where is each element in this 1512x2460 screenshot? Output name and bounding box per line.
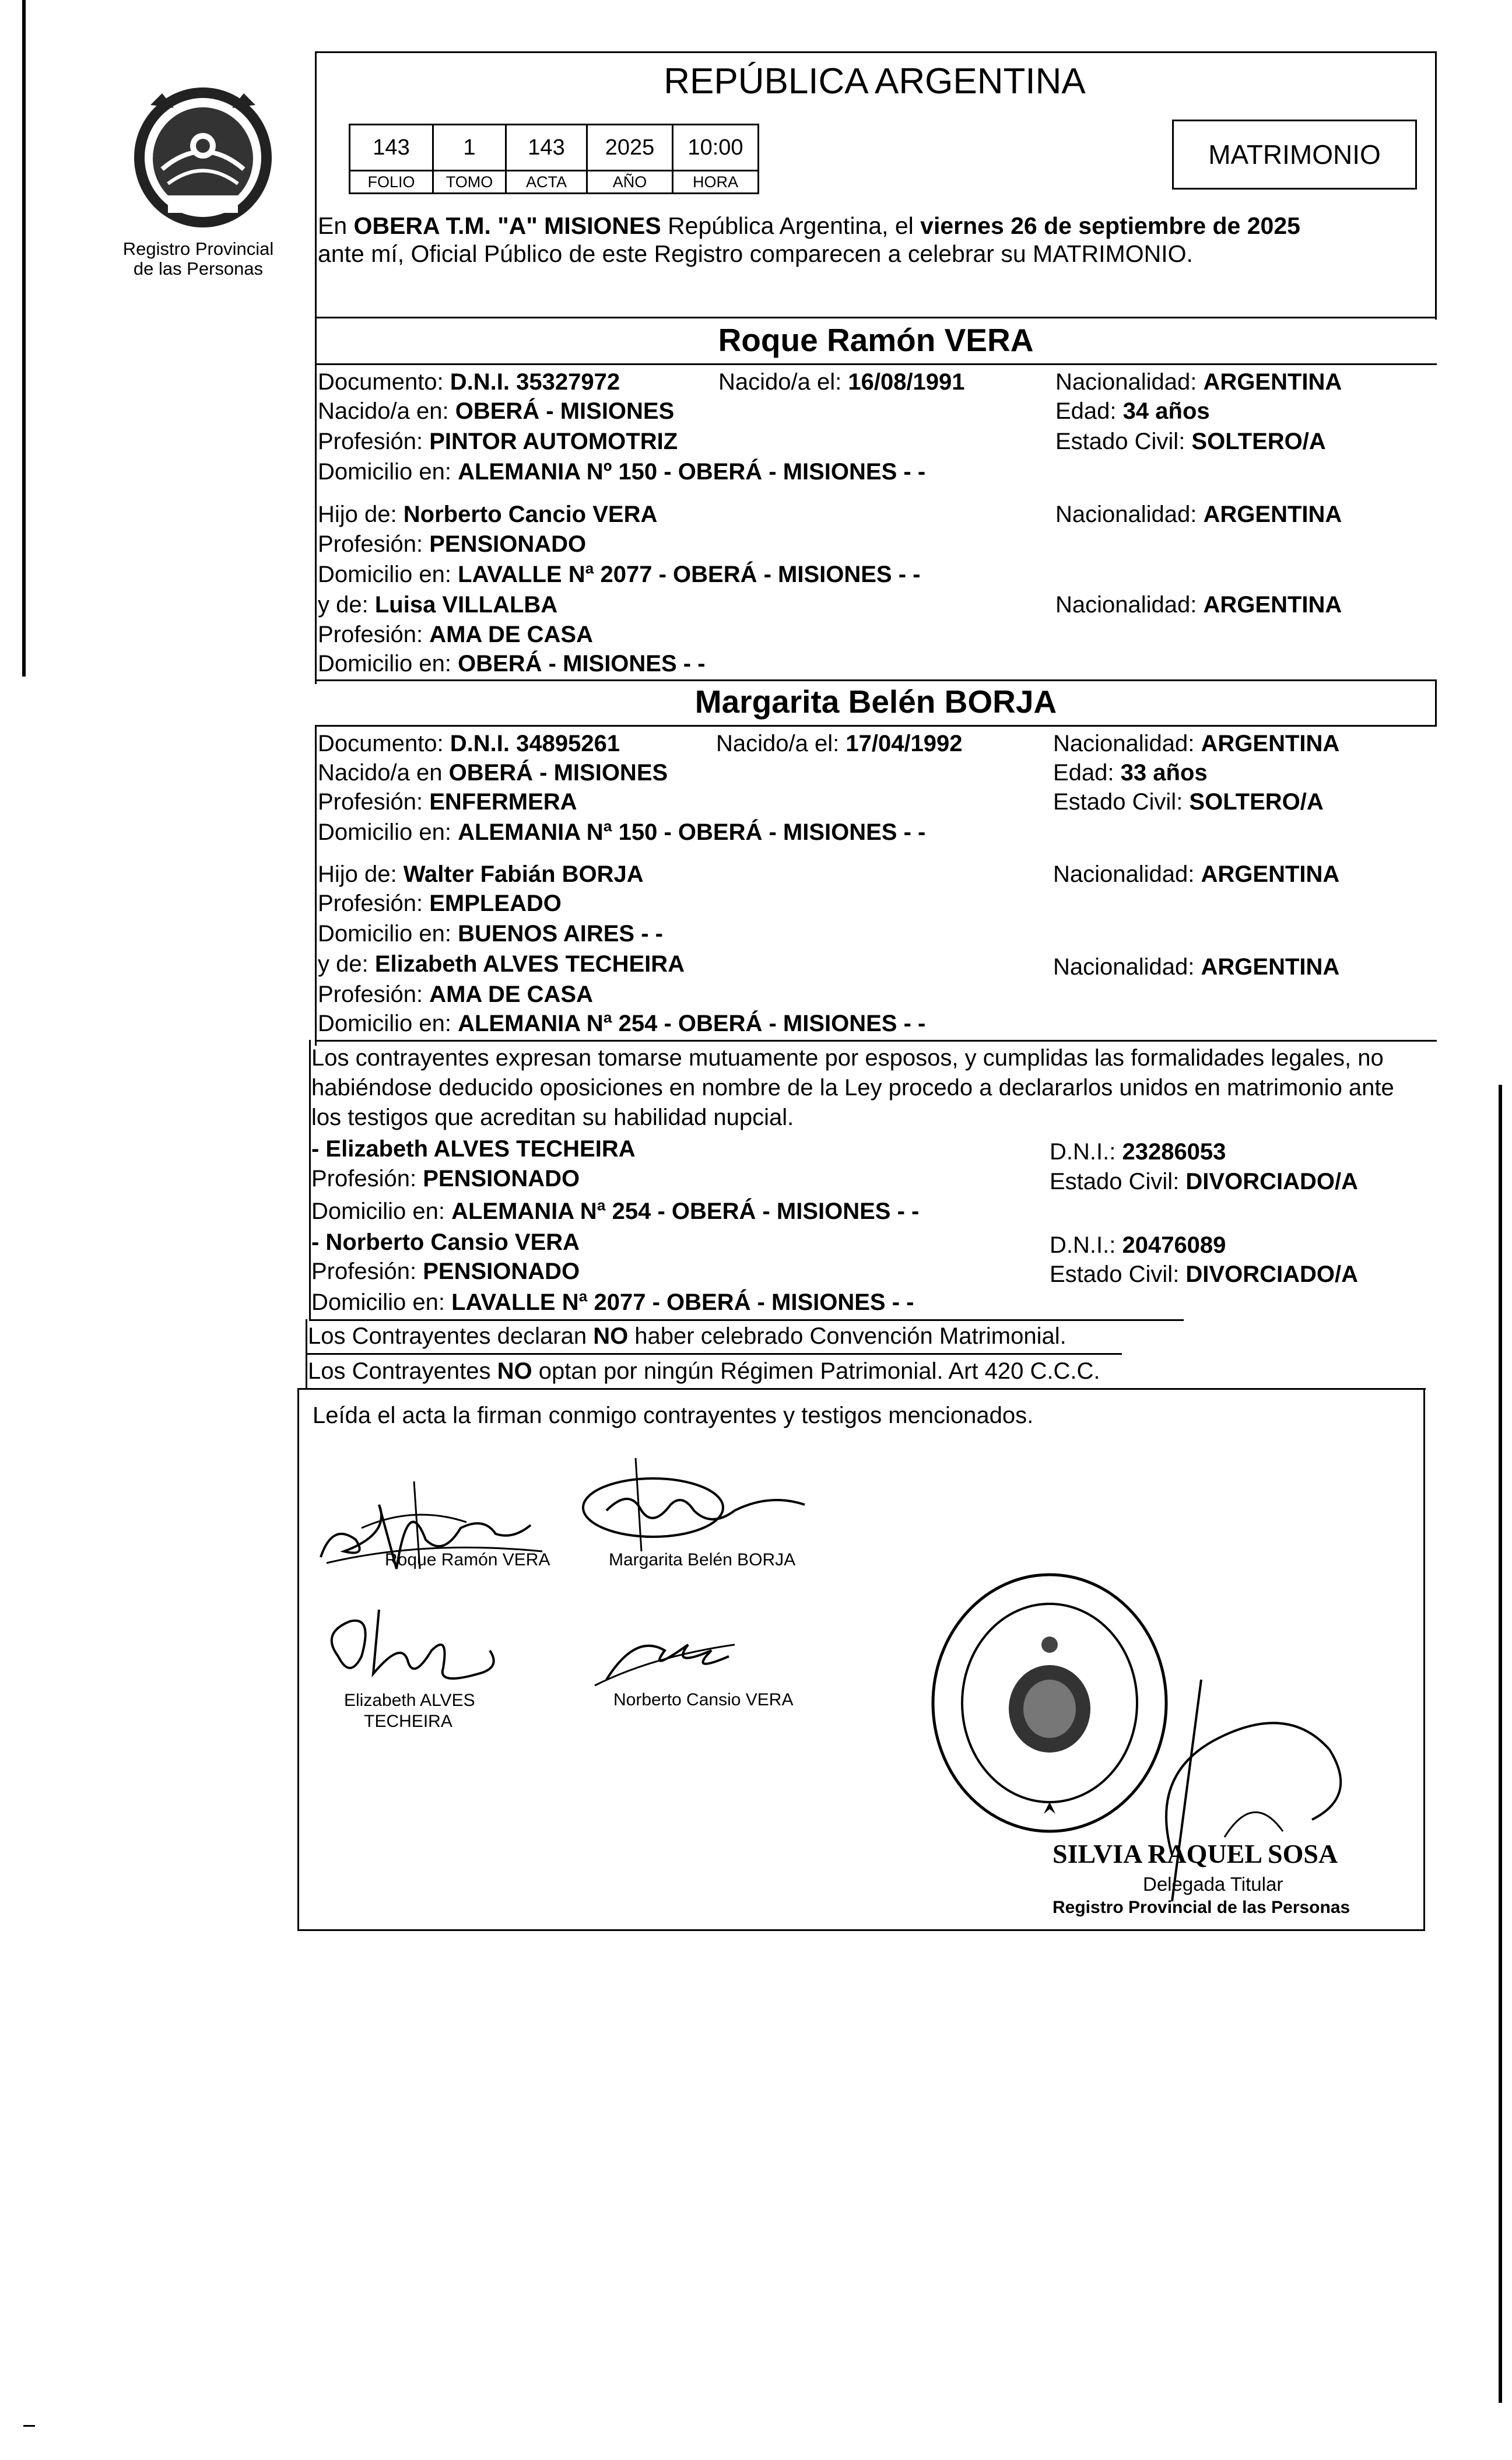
witness2-prof-value: PENSIONADO — [423, 1259, 580, 1284]
spouse1-addr-value: ALEMANIA Nº 150 - OBERÁ - MISIONES - - — [458, 459, 926, 485]
spouse2-birthplace-label: Nacido/a en — [318, 760, 449, 786]
spouse1-doc — [318, 367, 620, 397]
witness1-civil-label: Estado Civil: — [1050, 1169, 1186, 1194]
official-org: Registro Provincial de las Personas — [1053, 1898, 1350, 1917]
spouse1-birthplace — [318, 397, 674, 426]
spouse1-father-prof — [318, 530, 586, 559]
spouse2-nat-label: Nacionalidad: — [1053, 731, 1201, 756]
spouse1-name: Roque Ramón VERA — [718, 322, 1034, 358]
spouse1-father-nat-value: ARGENTINA — [1203, 502, 1342, 527]
spouse2-prof — [318, 787, 577, 817]
spouse2-name: Margarita Belén BORJA — [694, 684, 1057, 720]
convention-line1 — [308, 1322, 1067, 1351]
spouse2-mother-nat — [1053, 952, 1339, 982]
signature-1-name: Roque Ramón VERA — [385, 1550, 550, 1569]
witness2-prof-label: Profesión: — [311, 1259, 423, 1284]
spouse1-addr — [318, 457, 925, 486]
spouse2-born — [716, 729, 963, 758]
convention-line2 — [308, 1357, 1100, 1386]
official-signature-scribble-icon — [1137, 1645, 1359, 1913]
spouse2-age-value: 33 años — [1120, 760, 1208, 786]
spouse1-born — [718, 367, 965, 397]
spouse2-born-value: 17/04/1992 — [846, 731, 963, 756]
spouse2-civil-label: Estado Civil: — [1053, 789, 1190, 815]
section-divider-4 — [309, 1319, 1184, 1321]
spouse2-father-label: Hijo de: — [318, 861, 404, 887]
witness1-dni-value: 23286053 — [1122, 1139, 1226, 1165]
spouse2-father-prof — [318, 889, 562, 918]
signature-3-name-line2: TECHEIRA — [364, 1712, 452, 1731]
spouse2-father-value: Walter Fabián BORJA — [403, 861, 644, 887]
spouse1-nat-value: ARGENTINA — [1203, 369, 1342, 395]
spouse2-civil-value: SOLTERO/A — [1189, 789, 1324, 815]
official-name: SILVIA RAQUEL SOSA — [1053, 1839, 1338, 1869]
witness2-name: - Norberto Cansio VERA — [311, 1229, 580, 1255]
witness1-prof — [311, 1164, 580, 1193]
spouse1-prof — [318, 427, 678, 456]
spouse2-mother-nat-value: ARGENTINA — [1201, 954, 1340, 980]
spouse2-addr-value: ALEMANIA Nª 150 - OBERÁ - MISIONES - - — [458, 819, 926, 845]
spouse1-father-label: Hijo de: — [318, 502, 404, 527]
frame-top — [315, 51, 1437, 53]
official-stamp-icon — [927, 1569, 1172, 1837]
witness2-addr-label: Domicilio en: — [311, 1289, 452, 1315]
witness1-prof-label: Profesión: — [311, 1166, 423, 1192]
logo-caption — [93, 239, 303, 279]
frame-left-top — [315, 51, 317, 320]
spouse2-father — [318, 860, 644, 889]
witness1-dni — [1050, 1137, 1226, 1166]
spouse1-father-nat-label: Nacionalidad: — [1055, 502, 1204, 527]
witness2-civil-label: Estado Civil: — [1050, 1261, 1186, 1287]
spouse2-mother-value: Elizabeth ALVES TECHEIRA — [374, 951, 685, 977]
convention1-text-a: Los Contrayentes declaran — [308, 1323, 594, 1349]
spouse2-birthplace — [318, 758, 668, 787]
witness1-prof-value: PENSIONADO — [423, 1166, 580, 1192]
spouse2-underline — [315, 725, 1437, 727]
spouse1-age — [1055, 397, 1210, 426]
witness1-dni-label: D.N.I.: — [1050, 1139, 1122, 1165]
convention2-no: NO — [497, 1358, 532, 1384]
witness1-civil — [1050, 1167, 1358, 1196]
signature-2-scribble-icon — [571, 1452, 816, 1557]
spouse1-father-addr — [318, 560, 920, 589]
intro-text-b: República Argentina, el — [661, 212, 921, 239]
spouse1-civil-label: Estado Civil: — [1055, 429, 1192, 454]
witness1-name: - Elizabeth ALVES TECHEIRA — [311, 1136, 636, 1162]
spouse1-age-label: Edad: — [1055, 398, 1123, 424]
intro-text-a: En — [318, 212, 354, 239]
witness2-addr-value: LAVALLE Nª 2077 - OBERÁ - MISIONES - - — [451, 1289, 914, 1315]
spouse2-mother — [318, 949, 685, 979]
spouse1-born-value: 16/08/1991 — [848, 369, 965, 395]
spouse1-mother-nat-value: ARGENTINA — [1203, 592, 1342, 618]
record-year-label: AÑO — [586, 170, 673, 194]
record-tomo: 1 — [432, 124, 507, 171]
spouse2-mother-nat-label: Nacionalidad: — [1053, 954, 1201, 980]
country-title: REPÚBLICA ARGENTINA — [664, 61, 1086, 101]
spouse1-doc-value: D.N.I. 35327972 — [450, 369, 620, 395]
section-divider-1 — [315, 317, 1437, 318]
spouse1-mother-prof — [318, 620, 593, 649]
spouse1-birthplace-value: OBERÁ - MISIONES — [455, 398, 675, 424]
signature-3-scribble-icon — [315, 1586, 513, 1691]
spouse1-mother — [318, 590, 557, 619]
spouse1-nat — [1055, 367, 1342, 397]
spouse2-father-addr-value: BUENOS AIRES - - — [458, 921, 663, 947]
convention2-text-b: optan por ningún Régimen Patrimonial. Art 420 C.C.C. — [532, 1358, 1100, 1384]
spouse2-father-addr-label: Domicilio en: — [318, 921, 458, 947]
spouse1-mother-addr-label: Domicilio en: — [318, 651, 458, 677]
spouse2-birthplace-value: OBERÁ - MISIONES — [448, 760, 668, 786]
logo-caption-line1: Registro Provincial — [122, 239, 274, 259]
spouse2-father-nat-value: ARGENTINA — [1201, 861, 1340, 887]
spouse2-mother-label: y de: — [318, 951, 375, 977]
spouse2-mother-prof — [318, 980, 593, 1009]
witness2-dni — [1050, 1231, 1226, 1260]
declaration-frame-left — [309, 1040, 311, 1320]
official-title: Delegada Titular — [1143, 1873, 1283, 1895]
spouse2-nat — [1053, 729, 1339, 758]
witness2-dni-value: 20476089 — [1122, 1232, 1226, 1258]
spouse2-doc — [318, 729, 620, 758]
record-folio: 143 — [349, 124, 434, 171]
spouse2-age-label: Edad: — [1053, 760, 1121, 786]
spouse1-frame-left — [315, 317, 317, 684]
spouse1-father — [318, 500, 657, 529]
closing-text: Leída el acta la firman conmigo contrayentes y testigos mencionados. — [313, 1403, 1034, 1428]
spouse1-doc-label: Documento: — [318, 369, 450, 395]
witness1-addr-label: Domicilio en: — [311, 1199, 452, 1224]
frame-right-top — [1435, 51, 1437, 320]
declaration-line3: los testigos que acreditan su habilidad nupcial. — [311, 1105, 794, 1130]
official-stamp — [927, 1569, 1172, 1837]
spouse2-nat-value: ARGENTINA — [1201, 731, 1340, 756]
spouse2-father-nat-label: Nacionalidad: — [1053, 861, 1201, 887]
spouse1-father-prof-label: Profesión: — [318, 531, 430, 557]
spouse2-mother-addr — [318, 1009, 925, 1038]
section-divider-6 — [297, 1388, 1426, 1390]
spouse1-civil-value: SOLTERO/A — [1191, 429, 1326, 454]
spouse2-mother-prof-label: Profesión: — [318, 982, 430, 1007]
spouse2-father-prof-label: Profesión: — [318, 891, 430, 916]
intro-place: OBERA T.M. "A" MISIONES — [353, 212, 661, 239]
spouse1-addr-label: Domicilio en: — [318, 459, 458, 485]
spouse2-doc-value: D.N.I. 34895261 — [450, 731, 620, 756]
spouse2-civil — [1053, 787, 1324, 817]
convention2-text-a: Los Contrayentes — [308, 1358, 497, 1384]
declaration-line2: habiéndose deducido oposiciones en nombre de la Ley procedo a declararlos unidos en matrimonio ante — [311, 1075, 1394, 1101]
record-acta-label: ACTA — [505, 170, 588, 194]
spouse2-father-prof-value: EMPLEADO — [429, 891, 562, 916]
spouse1-age-value: 34 años — [1122, 398, 1210, 424]
witness1-civil-value: DIVORCIADO/A — [1185, 1169, 1358, 1194]
spouse2-addr-label: Domicilio en: — [318, 819, 458, 845]
closing-frame-bottom — [297, 1929, 1425, 1931]
spouse1-born-label: Nacido/a el: — [718, 369, 848, 395]
record-hour: 10:00 — [672, 124, 759, 171]
spouse1-mother-label: y de: — [318, 592, 375, 618]
signature-3-name — [344, 1690, 475, 1732]
signature-4-name: Norberto Cansio VERA — [613, 1690, 794, 1709]
record-hour-label: HORA — [672, 170, 759, 194]
spouse1-prof-value: PINTOR AUTOMOTRIZ — [429, 429, 678, 454]
convention1-no: NO — [593, 1323, 629, 1349]
intro-line1 — [318, 211, 1300, 240]
spouse2-father-nat — [1053, 860, 1339, 889]
spouse1-father-value: Norberto Cancio VERA — [403, 502, 658, 527]
record-folio-label: FOLIO — [349, 170, 434, 194]
spouse1-mother-addr — [318, 649, 706, 678]
spouse2-prof-value: ENFERMERA — [429, 789, 577, 815]
spouse1-mother-nat-label: Nacionalidad: — [1055, 592, 1204, 618]
logo-caption-line2: de las Personas — [133, 258, 264, 279]
left-margin-rule — [22, 0, 26, 677]
spouse2-born-label: Nacido/a el: — [716, 731, 846, 756]
witness2-civil-value: DIVORCIADO/A — [1185, 1261, 1358, 1287]
witness2-addr — [311, 1288, 914, 1317]
spouse1-father-prof-value: PENSIONADO — [429, 531, 587, 557]
province-emblem-icon — [127, 82, 279, 233]
signature-3-name-line1: Elizabeth ALVES — [344, 1691, 475, 1710]
spouse1-mother-prof-label: Profesión: — [318, 622, 430, 647]
spouse2-age — [1053, 758, 1208, 787]
act-type: MATRIMONIO — [1208, 139, 1381, 170]
spouse1-father-addr-value: LAVALLE Nª 2077 - OBERÁ - MISIONES - - — [458, 562, 921, 587]
spouse1-mother-value: Luisa VILLALBA — [374, 592, 558, 618]
corner-mark — [23, 2425, 35, 2427]
intro-line2: ante mí, Oficial Público de este Registro comparecen a celebrar su MATRIMONIO. — [318, 240, 1193, 267]
witness1-addr — [311, 1197, 919, 1226]
spouse2-father-addr — [318, 919, 663, 948]
registry-logo — [127, 82, 279, 233]
spouse1-mother-prof-value: AMA DE CASA — [429, 622, 593, 647]
record-tomo-label: TOMO — [432, 170, 507, 194]
spouse2-mother-addr-value: ALEMANIA Nª 254 - OBERÁ - MISIONES - - — [458, 1011, 926, 1036]
record-year: 2025 — [586, 124, 673, 171]
spouse2-mother-prof-value: AMA DE CASA — [429, 982, 593, 1007]
record-acta: 143 — [505, 124, 588, 171]
closing-frame-left — [297, 1388, 299, 1930]
spouse2-frame-left — [315, 725, 317, 1046]
witness1-addr-value: ALEMANIA Nª 254 - OBERÁ - MISIONES - - — [451, 1199, 920, 1224]
spouse2-addr — [318, 818, 925, 847]
spouse1-mother-addr-value: OBERÁ - MISIONES - - — [458, 651, 706, 677]
spouse1-mother-nat — [1055, 590, 1342, 619]
signature-2-name: Margarita Belén BORJA — [609, 1550, 796, 1569]
witness2-prof — [311, 1257, 580, 1286]
spouse1-father-addr-label: Domicilio en: — [318, 562, 458, 587]
signature-4-scribble-icon — [583, 1610, 758, 1697]
spouse1-underline — [315, 363, 1437, 365]
convention1-text-b: haber celebrado Convención Matrimonial. — [628, 1323, 1067, 1349]
spouse2-doc-label: Documento: — [318, 731, 450, 756]
spouse1-nat-label: Nacionalidad: — [1055, 369, 1204, 395]
spouse2-mother-addr-label: Domicilio en: — [318, 1011, 458, 1036]
spouse1-civil — [1055, 427, 1326, 456]
spouse1-father-nat — [1055, 500, 1342, 529]
spouse2-prof-label: Profesión: — [318, 789, 430, 815]
intro-date: viernes 26 de septiembre de 2025 — [920, 212, 1300, 239]
closing-frame-right — [1423, 1388, 1425, 1930]
act-type-box — [1172, 120, 1417, 190]
section-divider-3 — [315, 1040, 1437, 1042]
spouse2-frame-right — [1435, 679, 1437, 726]
section-divider-5 — [306, 1353, 1122, 1355]
witness2-dni-label: D.N.I.: — [1050, 1232, 1122, 1258]
declaration-line1: Los contrayentes expresan tomarse mutuamente por esposos, y cumplidas las formalidades legales, no — [311, 1045, 1384, 1071]
spouse1-birthplace-label: Nacido/a en: — [318, 398, 455, 424]
spouse1-prof-label: Profesión: — [318, 429, 430, 454]
witness2-civil — [1050, 1260, 1358, 1289]
right-margin-rule — [1499, 1085, 1502, 2403]
